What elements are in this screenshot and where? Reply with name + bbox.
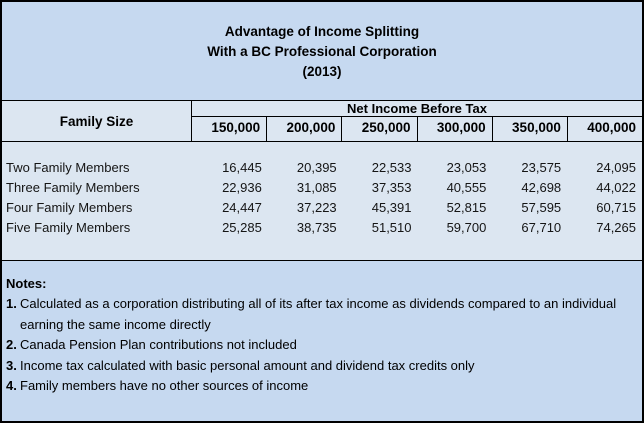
table-cell: 24,095 (596, 160, 636, 175)
note-number: 1. (6, 296, 17, 311)
table-cell: 60,715 (596, 200, 636, 215)
column-header: 400,000 (587, 120, 637, 135)
note-number: 2. (6, 337, 17, 352)
note-text: Canada Pension Plan contributions not included (20, 337, 297, 352)
table-cell: 42,698 (521, 180, 562, 195)
column-header: 200,000 (267, 117, 342, 141)
note-text: Income tax calculated with basic personal amount and dividend tax credits only (20, 357, 475, 373)
table-cell: 45,391 (371, 200, 412, 215)
table-cell: 40,555 (446, 180, 487, 195)
table-cell: 67,710 (521, 220, 562, 235)
table-row (2, 178, 642, 198)
notes-section (2, 260, 642, 421)
table-cell: 44,022 (596, 180, 636, 195)
table-title-line-1: Advantage of Income Splitting (224, 24, 420, 39)
title-section (2, 2, 642, 101)
table-row (2, 158, 642, 178)
table-header (2, 101, 642, 142)
table-cell: 31,085 (296, 180, 337, 195)
column-header: 150,000 (192, 117, 267, 141)
note-item (6, 294, 630, 335)
table-cell: 37,353 (371, 180, 412, 195)
table-cell: 51,510 (371, 220, 412, 235)
table-cell: 74,265 (596, 220, 636, 235)
row-label: Two Family Members (6, 160, 130, 175)
table-cell: 59,700 (446, 220, 487, 235)
note-number: 3. (6, 357, 17, 373)
table-cell: 38,735 (296, 220, 337, 235)
column-header: 300,000 (418, 117, 493, 141)
table-cell: 23,575 (521, 160, 562, 175)
table-cell: 23,053 (446, 160, 487, 175)
column-group-header: Net Income Before Tax (192, 101, 642, 117)
table-cell: 57,595 (521, 200, 562, 215)
note-number: 4. (6, 378, 17, 393)
note-text: Calculated as a corporation distributing all of its after tax income as dividends compared to an individual earning the same income directly (20, 296, 617, 332)
note-item (6, 376, 630, 397)
column-header: 250,000 (342, 117, 417, 141)
net-income-header-area (192, 101, 642, 141)
note-item (6, 356, 630, 377)
table-row (2, 198, 642, 218)
row-label: Four Family Members (6, 200, 133, 215)
table-title-line-3: (2013) (302, 64, 342, 79)
column-headers (192, 117, 642, 141)
table-cell: 24,447 (222, 200, 262, 215)
row-label: Three Family Members (6, 180, 140, 195)
column-header: 350,000 (493, 117, 568, 141)
notes-list (6, 294, 630, 397)
row-label: Five Family Members (6, 220, 131, 235)
row-header-family-size: Family Size (2, 101, 192, 141)
table-cell: 20,395 (296, 160, 337, 175)
notes-heading: Notes: (6, 276, 47, 291)
note-text: Family members have no other sources of income (20, 378, 309, 393)
table-cell: 52,815 (446, 200, 487, 215)
table-cell: 37,223 (296, 200, 337, 215)
table-title-line-2: With a BC Professional Corporation (207, 44, 437, 59)
table-cell: 25,285 (222, 220, 262, 235)
data-rows (2, 142, 642, 260)
table-cell: 22,533 (371, 160, 412, 175)
note-item (6, 335, 630, 356)
table-row (2, 218, 642, 238)
table-cell: 22,936 (222, 180, 262, 195)
table-cell: 16,445 (222, 160, 262, 175)
